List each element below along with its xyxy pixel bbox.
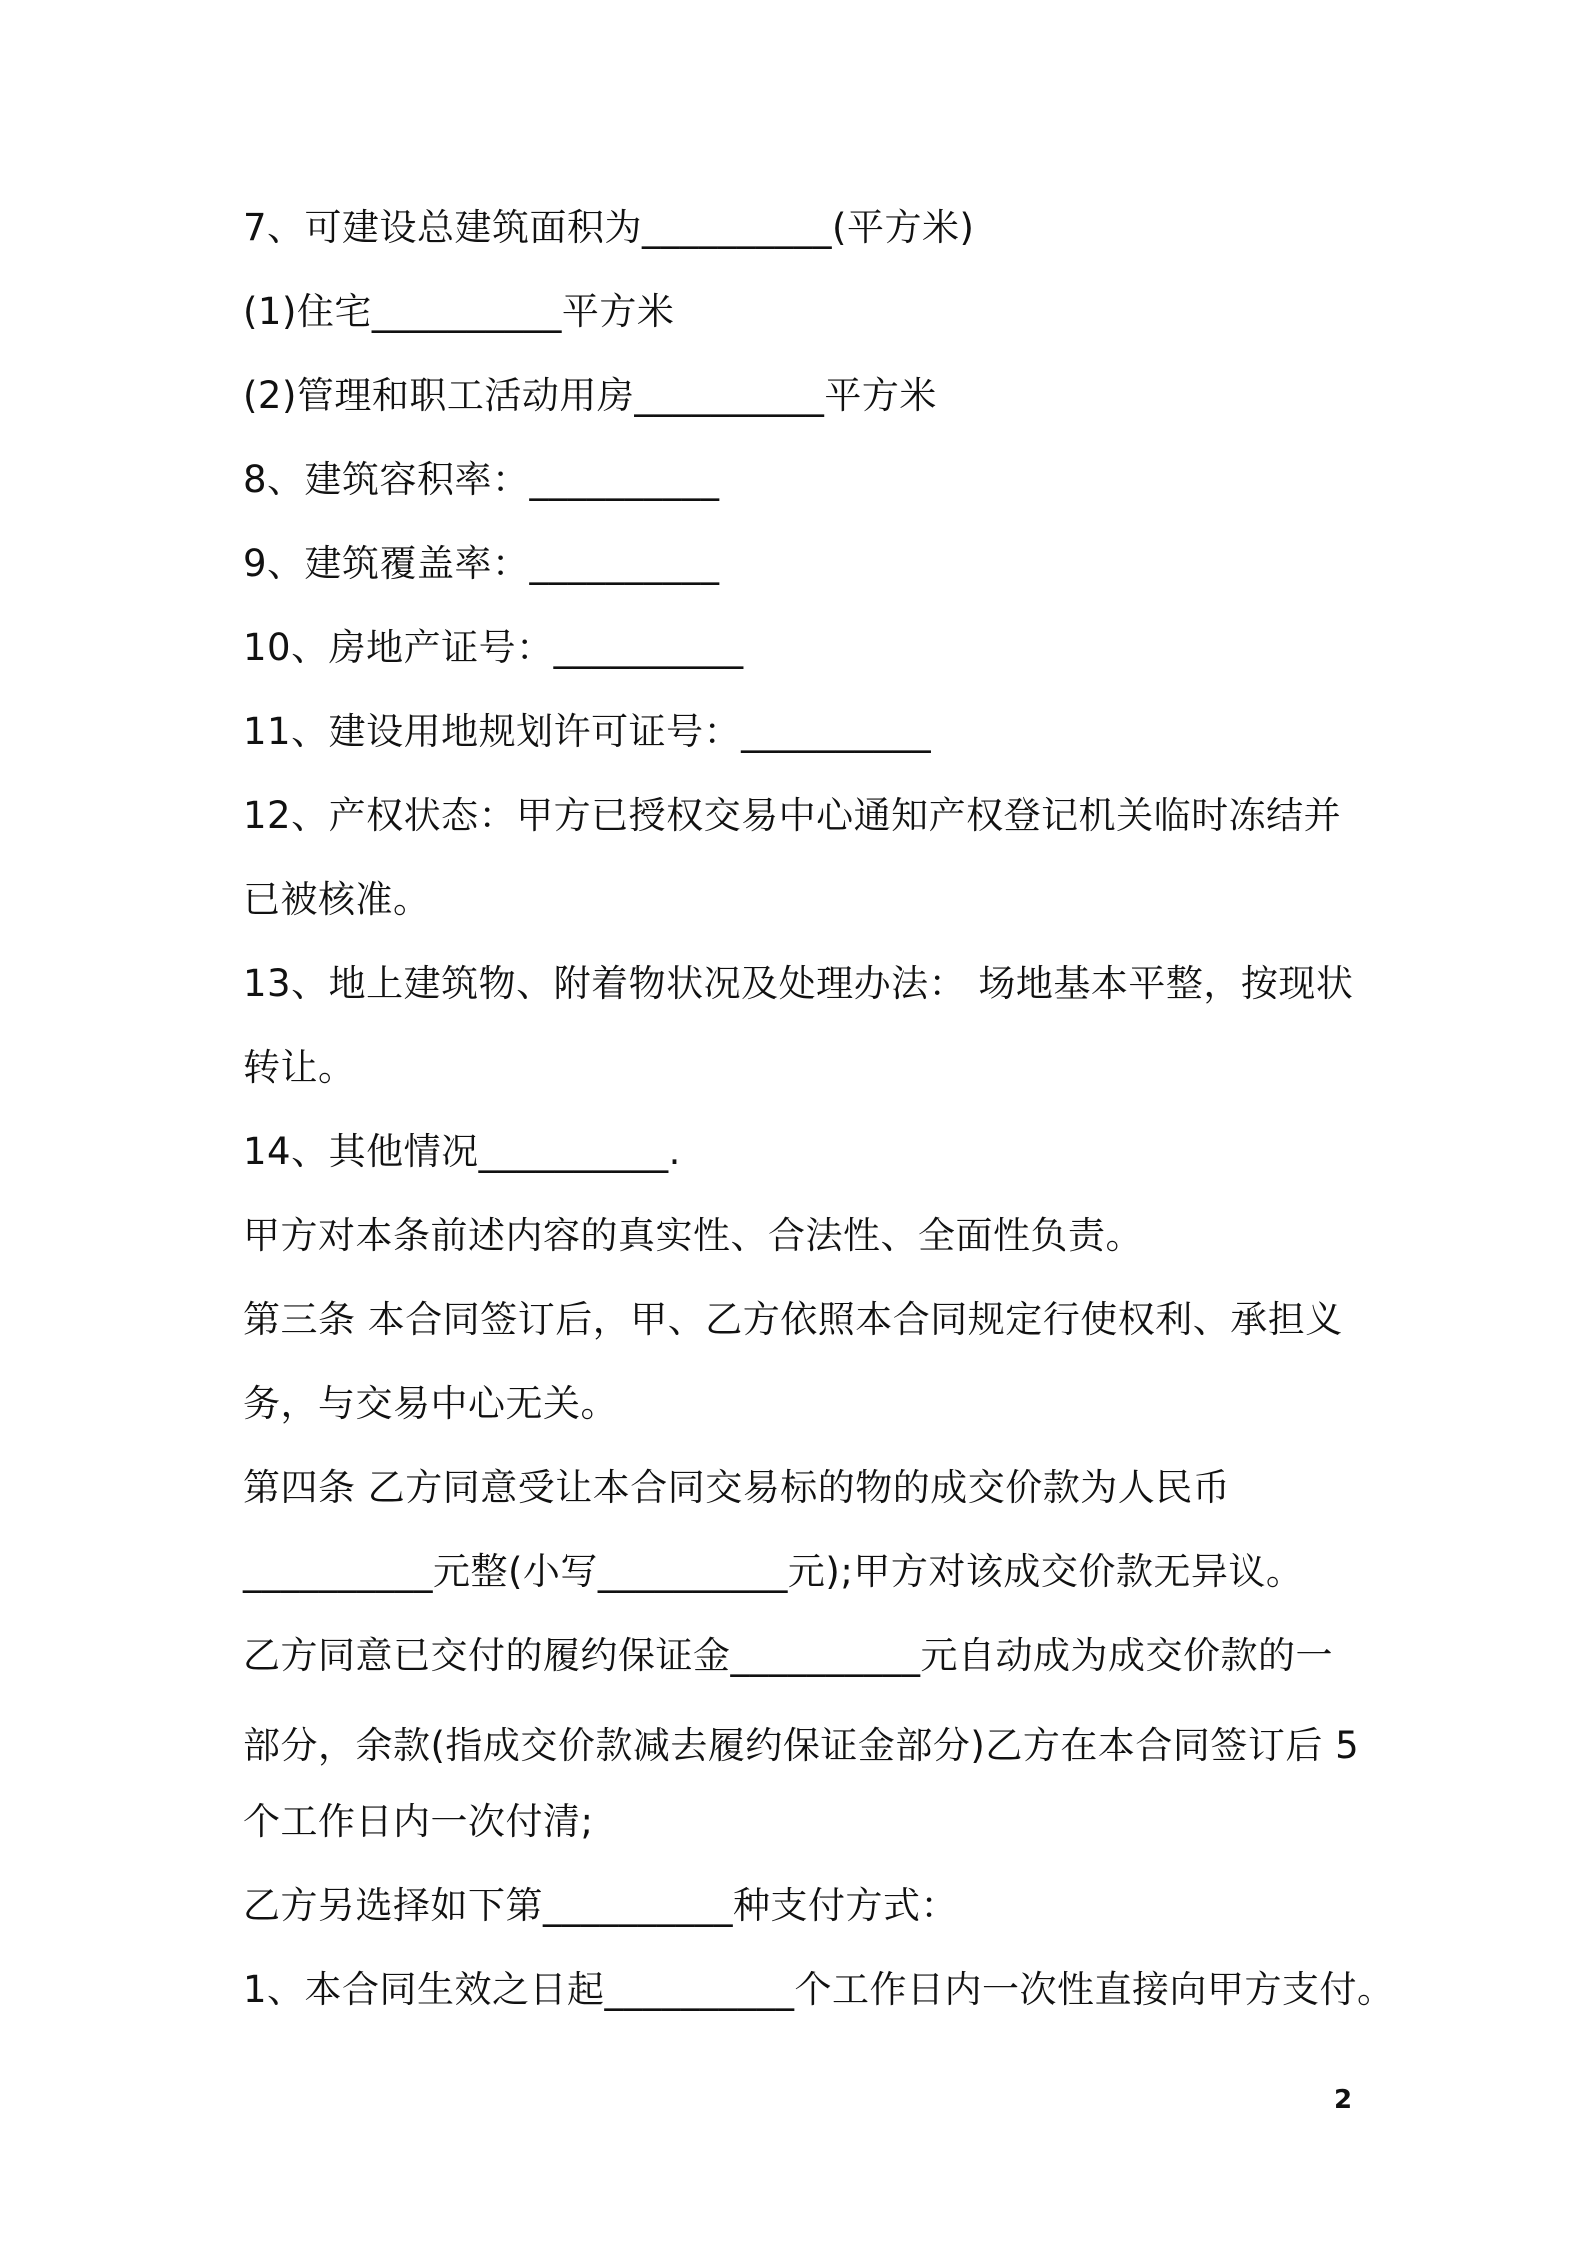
clause-12-property-status-cont: 已被核准。 — [243, 878, 431, 921]
clause-11-planning-permit: 11、建设用地规划许可证号：__________ — [243, 710, 932, 753]
article-4: 第四条 乙方同意受让本合同交易标的物的成交价款为人民币 — [243, 1466, 1231, 1509]
article-3-cont: 务，与交易中心无关。 — [243, 1382, 618, 1425]
clause-14-other: 14、其他情况__________. — [243, 1130, 681, 1173]
article-4-price: __________元整(小写__________元);甲方对该成交价款无异议。 — [243, 1550, 1304, 1593]
clause-8-floor-area-ratio: 8、建筑容积率：__________ — [243, 458, 720, 501]
clause-13-buildings-cont: 转让。 — [243, 1046, 356, 1089]
party-a-responsibility: 甲方对本条前述内容的真实性、合法性、全面性负责。 — [243, 1214, 1143, 1257]
page-number: 2 — [1334, 2085, 1353, 2115]
clause-13-buildings: 13、地上建筑物、附着物状况及处理办法： 场地基本平整，按现状 — [243, 962, 1354, 1005]
clause-12-property-status: 12、产权状态：甲方已授权交易中心通知产权登记机关临时冻结并 — [243, 794, 1342, 837]
payment-method-choice: 乙方另选择如下第__________种支付方式： — [243, 1884, 958, 1927]
article-4-balance-cont: 个工作日内一次付清; — [243, 1800, 594, 1843]
payment-method-1: 1、本合同生效之日起__________个工作日内一次性直接向甲方支付。 — [243, 1968, 1395, 2011]
clause-7-total-floor-area: 7、可建设总建筑面积为__________(平方米) — [243, 206, 975, 249]
article-3: 第三条 本合同签订后，甲、乙方依照本合同规定行使权利、承担义 — [243, 1298, 1343, 1341]
article-4-balance: 部分，余款(指成交价款减去履约保证金部分)乙方在本合同签订后 5 — [243, 1724, 1360, 1767]
clause-9-building-coverage: 9、建筑覆盖率：__________ — [243, 542, 720, 585]
clause-7-residential-area: (1)住宅__________平方米 — [243, 290, 675, 333]
clause-10-property-certificate: 10、房地产证号：__________ — [243, 626, 744, 669]
clause-7-management-area: (2)管理和职工活动用房__________平方米 — [243, 374, 937, 417]
article-4-deposit: 乙方同意已交付的履约保证金__________元自动成为成交价款的一 — [243, 1634, 1333, 1677]
